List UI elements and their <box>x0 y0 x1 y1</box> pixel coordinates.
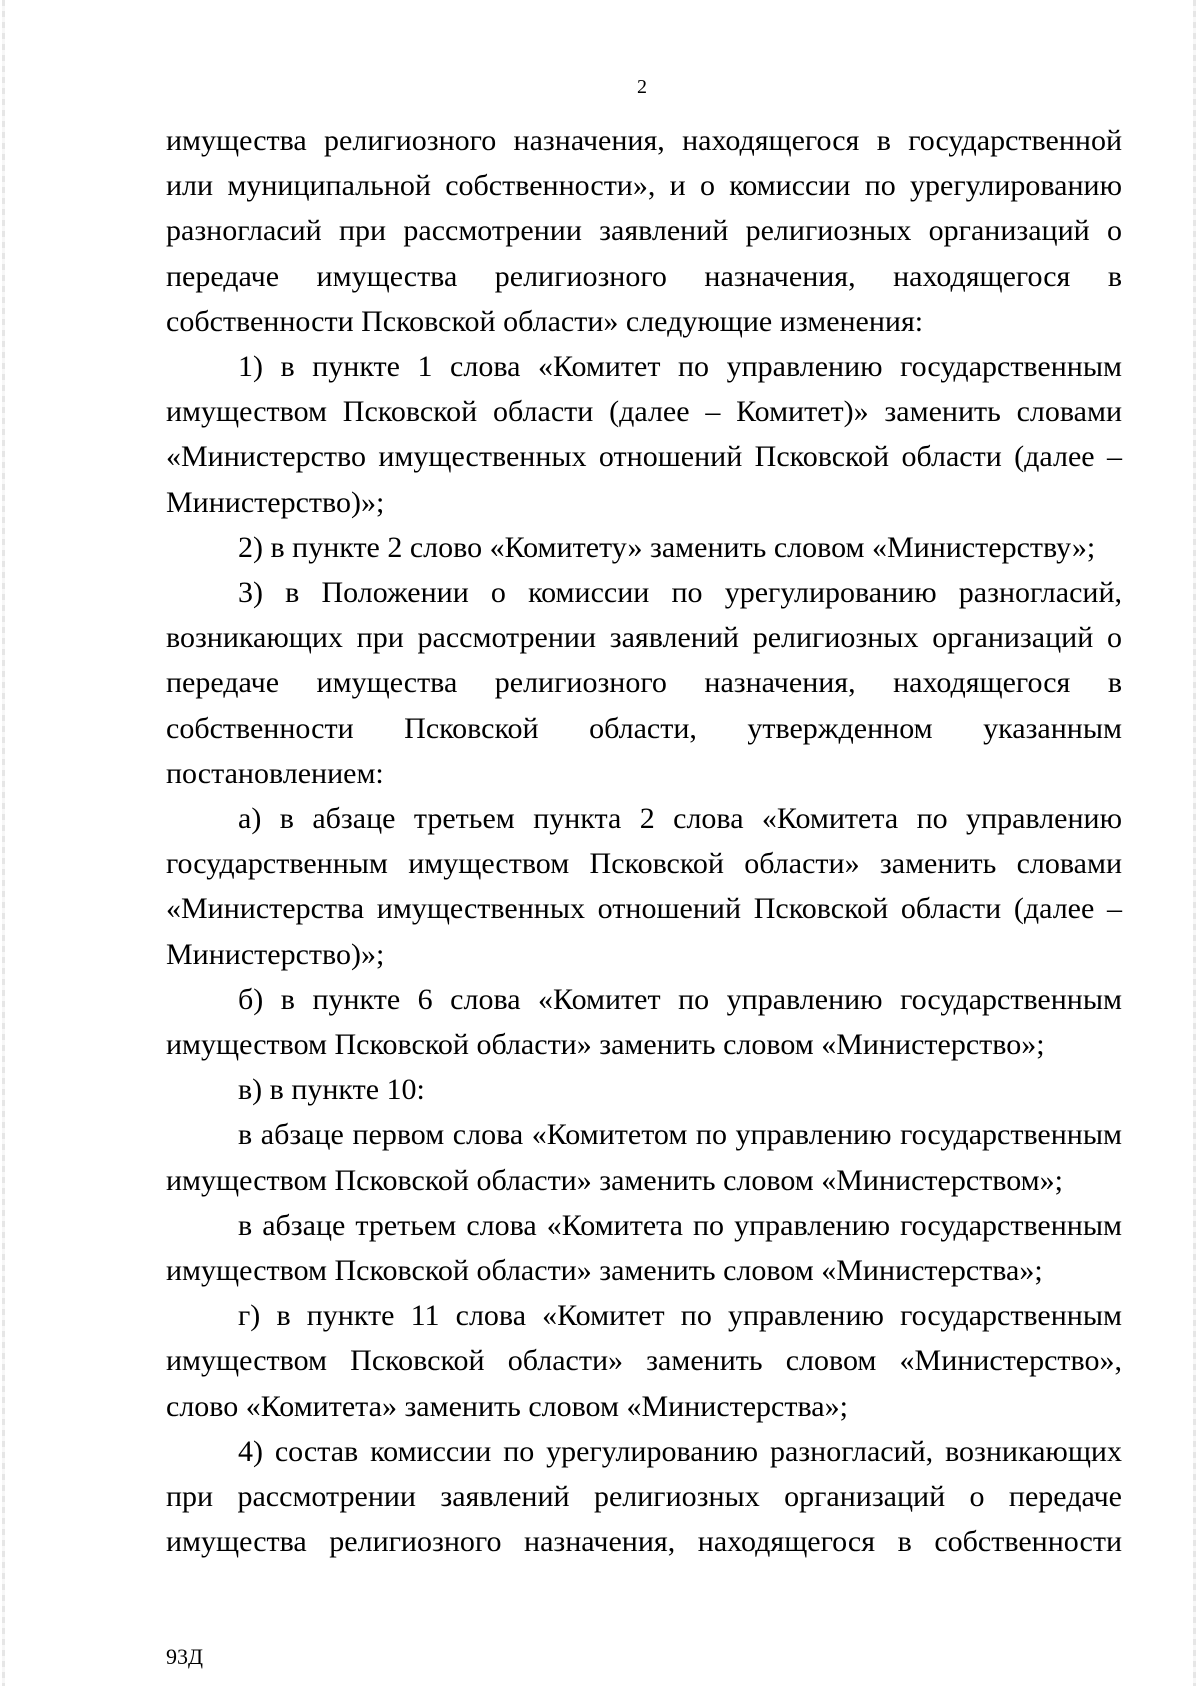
paragraph-item-3b: б) в пункте 6 слова «Комитет по управлению государственным имуществом Псковской области» заменить словом «Министерство»; <box>166 982 1122 1062</box>
scan-edge-left <box>2 0 5 1686</box>
paragraph-item-1: 1) в пункте 1 слова «Комитет по управлению государственным имуществом Псковской области (далее – Комитет)» заменить словами «Министерство имущественных отношений Псковской области (далее – Министерство)»; <box>166 350 1122 519</box>
document-body <box>166 118 1122 1565</box>
page-number: 2 <box>637 76 647 98</box>
paragraph-item-3a: а) в абзаце третьем пункта 2 слова «Комитета по управлению государственным имуществом Псковской области» заменить словами «Министерства имущественных отношений Псковской области (далее – Министерство)»; <box>166 802 1122 971</box>
paragraph-item-3g: г) в пункте 11 слова «Комитет по управлению государственным имуществом Псковской области» заменить словом «Министерство», слово «Комитета» заменить словом «Министерства»; <box>166 1299 1122 1423</box>
paragraph-item-3v-first: в абзаце первом слова «Комитетом по управлению государственным имуществом Псковской области» заменить словом «Министерством»; <box>166 1118 1122 1197</box>
paragraph-item-3: 3) в Положении о комиссии по урегулированию разногласий, возникающих при рассмотрении заявлений религиозных организаций о передаче имущества религиозного назначения, находящегося в собственности Псковской области, утвержденном указанным постановлением: <box>166 576 1122 790</box>
paragraph-continuation: имущества религиозного назначения, находящегося в государственной или муниципальной собственности», и о комиссии по урегулированию разногласий при рассмотрении заявлений религиозных организаций о передаче имущества религиозного назначения, находящегося в собственности Псковской области» следующие изменения: <box>166 124 1122 338</box>
scan-edge-right <box>1193 0 1196 1686</box>
paragraph-item-3v: в) в пункте 10: <box>238 1073 425 1107</box>
paragraph-item-3v-third: в абзаце третьем слова «Комитета по управлению государственным имуществом Псковской области» заменить словом «Министерства»; <box>166 1208 1122 1288</box>
paragraph-item-4: 4) состав комиссии по урегулированию разногласий, возникающих при рассмотрении заявлений религиозных организаций о передаче имущества религиозного назначения, находящегося в собственности <box>166 1434 1122 1559</box>
footer-document-code: 93Д <box>166 1644 204 1669</box>
paragraph-item-2: 2) в пункте 2 слово «Комитету» заменить словом «Министерству»; <box>238 530 1096 564</box>
